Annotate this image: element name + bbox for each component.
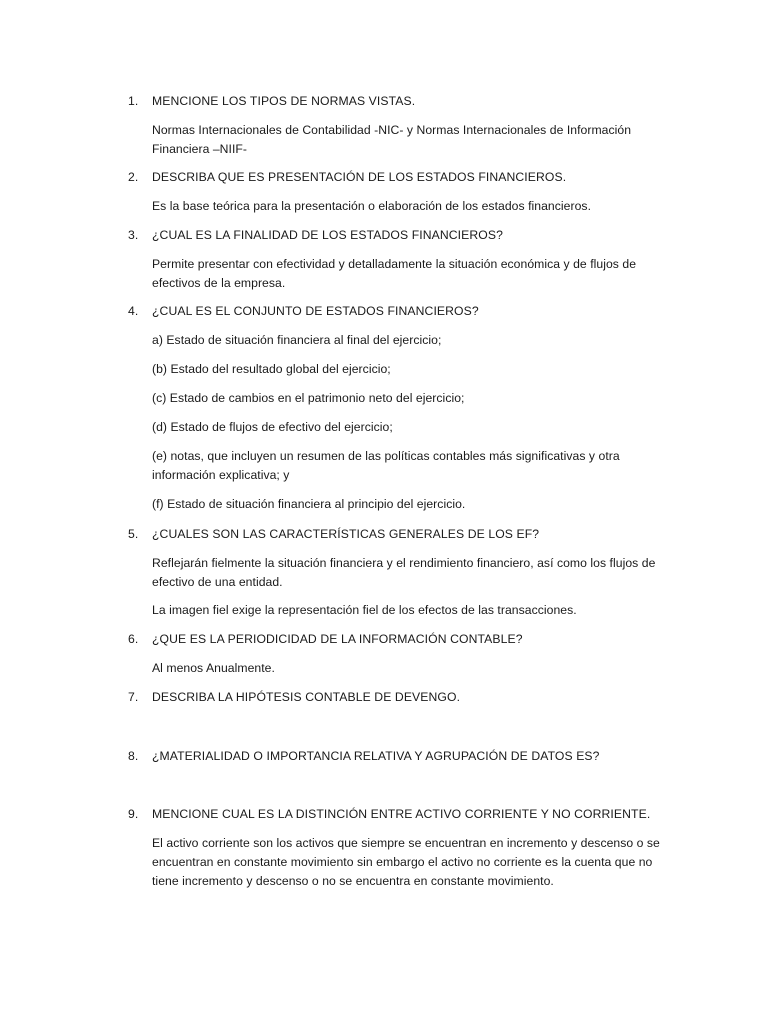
question-number: 4. — [128, 304, 139, 318]
question-9 — [128, 805, 668, 824]
answer-4-0: a) Estado de situación financiera al final del ejercicio; — [152, 333, 442, 347]
question-4 — [128, 302, 668, 321]
question-number: 2. — [128, 170, 139, 184]
question-number: 6. — [128, 632, 139, 646]
question-number: 9. — [128, 807, 139, 821]
answer-9-0: El activo corriente son los activos que siempre se encuentran en incremento y descenso o se encuentran en constante movimiento sin embargo el activo no corriente es la cuenta que no tiene incremento y descenso o no se encuentra en constante movimiento. — [152, 836, 660, 888]
question-7 — [128, 688, 668, 707]
question-number: 1. — [128, 94, 139, 108]
question-text: MENCIONE LOS TIPOS DE NORMAS VISTAS. — [152, 94, 416, 108]
question-number: 8. — [128, 749, 139, 763]
question-text: DESCRIBA LA HIPÓTESIS CONTABLE DE DEVENGO. — [152, 690, 461, 704]
answer-5-0: Reflejarán fielmente la situación financiera y el rendimiento financiero, así como los flujos de efectivo de una entidad. — [152, 556, 656, 589]
question-text: ¿CUAL ES EL CONJUNTO DE ESTADOS FINANCIEROS? — [152, 304, 479, 318]
answer-2-0: Es la base teórica para la presentación o elaboración de los estados financieros. — [152, 199, 592, 213]
answer-4-3: (d) Estado de flujos de efectivo del ejercicio; — [152, 420, 393, 434]
question-number: 7. — [128, 690, 139, 704]
answer-4-2: (c) Estado de cambios en el patrimonio neto del ejercicio; — [152, 391, 465, 405]
answer-1-0: Normas Internacionales de Contabilidad -NIC- y Normas Internacionales de Información Financiera –NIIF- — [152, 123, 632, 156]
question-2 — [128, 168, 668, 187]
question-3 — [128, 226, 668, 245]
question-number: 3. — [128, 228, 139, 242]
answer-5-1: La imagen fiel exige la representación fiel de los efectos de las transacciones. — [152, 603, 577, 617]
question-text: MENCIONE CUAL ES LA DISTINCIÓN ENTRE ACTIVO CORRIENTE Y NO CORRIENTE. — [152, 807, 651, 821]
answer-4-4: (e) notas, que incluyen un resumen de las políticas contables más significativas y otra información explicativa; y — [152, 449, 620, 482]
question-text: ¿CUALES SON LAS CARACTERÍSTICAS GENERALES DE LOS EF? — [152, 527, 540, 541]
answer-4-1: (b) Estado del resultado global del ejercicio; — [152, 362, 391, 376]
answer-6-0: Al menos Anualmente. — [152, 661, 275, 675]
question-text: DESCRIBA QUE ES PRESENTACIÓN DE LOS ESTADOS FINANCIEROS. — [152, 170, 567, 184]
answer-4-5: (f) Estado de situación financiera al principio del ejercicio. — [152, 497, 466, 511]
question-number: 5. — [128, 527, 139, 541]
question-1 — [128, 92, 668, 111]
answer-3-0: Permite presentar con efectividad y detalladamente la situación económica y de flujos de efectivos de la empresa. — [152, 257, 637, 290]
question-5 — [128, 525, 668, 544]
question-text: ¿QUE ES LA PERIODICIDAD DE LA INFORMACIÓN CONTABLE? — [152, 632, 523, 646]
question-8 — [128, 747, 668, 766]
question-text: ¿CUAL ES LA FINALIDAD DE LOS ESTADOS FINANCIEROS? — [152, 228, 503, 242]
question-6 — [128, 630, 668, 649]
question-text: ¿MATERIALIDAD O IMPORTANCIA RELATIVA Y AGRUPACIÓN DE DATOS ES? — [152, 749, 600, 763]
